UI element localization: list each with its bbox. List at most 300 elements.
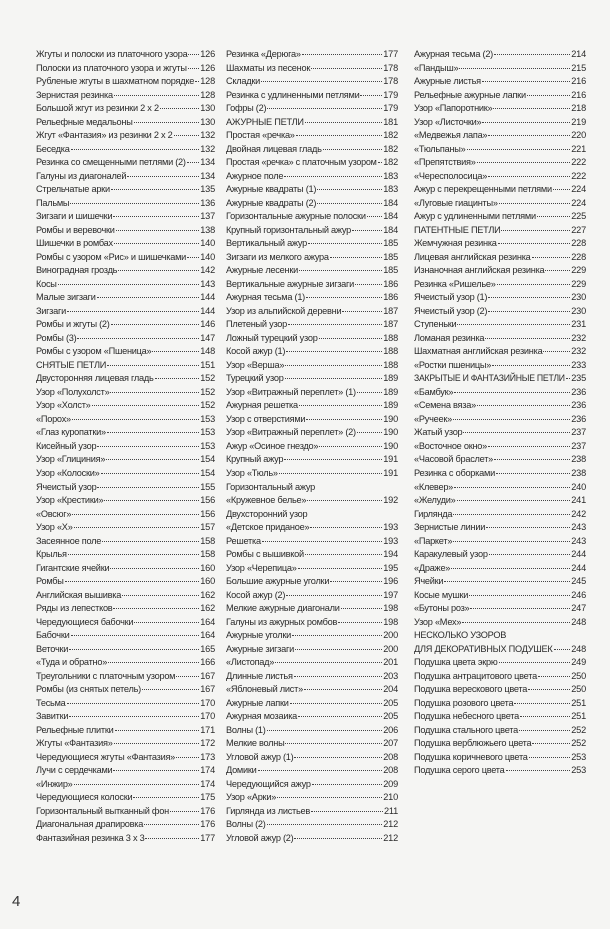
toc-entry-page: 248 (571, 616, 586, 627)
toc-leader-dots (111, 324, 200, 325)
toc-entry-title: Резинка с удлиненными петлями (226, 89, 360, 100)
toc-entry-title: Стрельчатые арки (36, 184, 110, 195)
toc-entry-page: 216 (571, 76, 586, 87)
toc-leader-dots (110, 392, 199, 393)
toc-entry (36, 318, 215, 330)
toc-leader-dots (295, 649, 382, 650)
toc-leader-dots (294, 838, 382, 839)
toc-entry-title: Рельефные ажурные лапки (414, 89, 526, 100)
toc-entry-title: Жгуты «Фантазия» (36, 738, 113, 749)
toc-column-3 (414, 48, 586, 778)
toc-entry (226, 683, 398, 695)
toc-entry-title: Шишечки в ромбах (36, 238, 113, 249)
toc-entry (36, 467, 215, 479)
toc-leader-dots (357, 392, 382, 393)
toc-entry-page: 203 (383, 670, 398, 681)
toc-leader-dots (520, 716, 570, 717)
toc-leader-dots (155, 378, 200, 379)
toc-entry (414, 710, 586, 722)
toc-entry (414, 116, 586, 128)
toc-entry-title: Чередующиеся бабочки (36, 616, 134, 627)
toc-entry-title: Ряды из лепестков (36, 603, 113, 614)
toc-entry-title: Большие ажурные уголки (226, 576, 330, 587)
toc-entry-title: «Туда и обратно» (36, 657, 108, 668)
toc-leader-dots (258, 770, 383, 771)
toc-entry-page: 138 (200, 224, 215, 235)
toc-entry (226, 318, 398, 330)
toc-leader-dots (188, 54, 199, 55)
toc-entry-page: 126 (200, 62, 215, 73)
toc-entry-page: 238 (571, 454, 586, 465)
toc-leader-dots (499, 662, 571, 663)
toc-entry-title: Галуны из ажурных ромбов (226, 616, 338, 627)
toc-leader-dots (457, 500, 571, 501)
toc-entry-page: 167 (200, 670, 215, 681)
toc-leader-dots (286, 595, 382, 596)
toc-leader-dots (284, 176, 382, 177)
toc-leader-dots (97, 487, 199, 488)
toc-entry (226, 494, 398, 506)
toc-entry-page: 147 (200, 332, 215, 343)
toc-leader-dots (296, 135, 383, 136)
toc-leader-dots (74, 784, 200, 785)
toc-entry-title: Вертикальный ажур (226, 238, 308, 249)
toc-leader-dots (462, 622, 570, 623)
toc-entry-title: Ступеньки (414, 319, 457, 330)
toc-entry-page: 184 (383, 197, 398, 208)
toc-entry-title: Пальмы (36, 197, 70, 208)
toc-entry-page: 128 (200, 89, 215, 100)
toc-entry (226, 251, 398, 263)
page-number: 4 (12, 893, 21, 910)
toc-entry-title: Бабочки (36, 630, 70, 641)
toc-entry (226, 413, 398, 425)
toc-entry-title: «Ростки пшеницы» (414, 359, 492, 370)
toc-leader-dots (145, 838, 199, 839)
toc-entry (36, 197, 215, 209)
toc-entry (414, 494, 586, 506)
toc-entry-title: Узор «Листочки» (414, 116, 482, 127)
toc-entry (414, 48, 586, 60)
toc-entry-title: Гирлянда из листьев (226, 805, 311, 816)
toc-entry-page: 162 (200, 603, 215, 614)
toc-entry-title: Гирлянда (414, 508, 453, 519)
toc-leader-dots (298, 716, 382, 717)
toc-entry-page: 191 (383, 467, 398, 478)
toc-entry (226, 264, 398, 276)
toc-entry (36, 778, 215, 790)
toc-entry-page: 187 (383, 305, 398, 316)
toc-entry-page: 207 (383, 738, 398, 749)
toc-entry-title: Ромбы и веревочки (36, 224, 115, 235)
toc-entry-title: Жатый узор (414, 427, 463, 438)
toc-entry-page: 241 (571, 495, 586, 506)
toc-entry (226, 453, 398, 465)
toc-entry-title: Ажурные зигзаги (226, 643, 294, 654)
toc-leader-dots (485, 338, 570, 339)
toc-leader-dots (176, 757, 199, 758)
toc-entry-title: Изнаночная английская резинка (414, 265, 545, 276)
toc-entry-title: Крылья (36, 549, 67, 560)
toc-entry-page: 176 (200, 805, 215, 816)
toc-entry-page: 154 (200, 454, 215, 465)
toc-entry-title: Длинные листья (226, 670, 293, 681)
toc-leader-dots (459, 68, 570, 69)
toc-leader-dots (488, 297, 570, 298)
toc-leader-dots (261, 81, 382, 82)
toc-entry-title: Завитки (36, 711, 69, 722)
toc-entry-title: Крупный ажур (226, 454, 284, 465)
toc-entry-title: НЕСКОЛЬКО УЗОРОВ (414, 630, 507, 641)
toc-entry-page: 244 (571, 549, 586, 560)
toc-entry-page: 191 (383, 454, 398, 465)
toc-entry-title: Фантазийная резинка 3 х 3 (36, 832, 145, 843)
toc-leader-dots (267, 824, 383, 825)
toc-leader-dots (488, 446, 570, 447)
toc-entry (36, 616, 215, 628)
toc-entry-page: 152 (200, 373, 215, 384)
toc-entry-page: 188 (383, 332, 398, 343)
toc-entry-title: Жгут «Фантазия» из резинки 2 х 2 (36, 130, 173, 141)
toc-leader-dots (306, 297, 382, 298)
toc-entry-page: 134 (200, 170, 215, 181)
toc-entry-page: 253 (571, 751, 586, 762)
toc-entry-page: 214 (571, 49, 586, 59)
toc-leader-dots (537, 216, 570, 217)
toc-entry (36, 697, 215, 709)
toc-entry-page: 201 (383, 657, 398, 668)
toc-entry (36, 359, 215, 371)
toc-entry-page: 198 (383, 603, 398, 614)
toc-entry-page: 153 (200, 440, 215, 451)
toc-entry-title: Простая «речка» с платочным узором (226, 157, 377, 168)
toc-entry (414, 683, 586, 695)
toc-entry-page: 166 (200, 657, 215, 668)
toc-leader-dots (122, 595, 199, 596)
toc-entry (226, 156, 398, 168)
toc-entry-title: «Инжир» (36, 778, 73, 789)
toc-leader-dots (501, 230, 570, 231)
toc-leader-dots (174, 135, 200, 136)
toc-entry-title: Узор «Витражный переплет» (2) (226, 427, 356, 438)
toc-entry-title: Чередующиеся жгуты «Фантазия» (36, 751, 176, 762)
toc-entry (36, 670, 215, 682)
toc-entry (414, 318, 586, 330)
toc-leader-dots (323, 149, 383, 150)
toc-entry (36, 602, 215, 614)
toc-entry-title: Турецкий узор (226, 373, 284, 384)
toc-entry (36, 791, 215, 803)
toc-entry (414, 453, 586, 465)
toc-entry (226, 481, 398, 493)
toc-entry (226, 778, 398, 790)
toc-entry (226, 291, 398, 303)
toc-entry-title: Тесьма (36, 697, 66, 708)
toc-entry-page: 190 (383, 413, 398, 424)
toc-entry (36, 440, 215, 452)
toc-entry (226, 656, 398, 668)
toc-entry-page: 253 (571, 765, 586, 776)
toc-leader-dots (489, 554, 571, 555)
toc-entry (226, 616, 398, 628)
toc-entry-title: «Чересполосица» (414, 170, 488, 181)
toc-entry-page: 193 (383, 522, 398, 533)
toc-entry-title: Узор «Крестики» (36, 495, 104, 506)
toc-entry-page: 205 (383, 697, 398, 708)
toc-entry-page: 251 (571, 711, 586, 722)
toc-entry (414, 508, 586, 520)
toc-leader-dots (187, 257, 199, 258)
toc-entry (36, 426, 215, 438)
toc-entry-page: 232 (571, 332, 586, 343)
toc-entry-title: Домики (226, 765, 257, 776)
toc-entry-title: Зигзаги (36, 305, 66, 316)
toc-entry-title: «Препятствия» (414, 157, 476, 168)
toc-entry (226, 170, 398, 182)
toc-entry-title: Большой жгут из резинки 2 х 2 (36, 103, 159, 114)
toc-leader-dots (298, 568, 383, 569)
toc-leader-dots (506, 770, 571, 771)
toc-entry-page: 193 (383, 535, 398, 546)
toc-entry (226, 359, 398, 371)
toc-entry-page: 243 (571, 522, 586, 533)
toc-leader-dots (187, 162, 200, 163)
toc-entry-title: «Семена вяза» (414, 400, 476, 411)
toc-leader-dots (352, 230, 382, 231)
toc-entry (36, 805, 215, 817)
toc-entry-page: 175 (200, 792, 215, 803)
toc-entry (36, 75, 215, 87)
toc-leader-dots (65, 581, 200, 582)
toc-entry-page: 210 (383, 792, 398, 803)
toc-entry-page: 182 (383, 143, 398, 154)
toc-leader-dots (284, 459, 382, 460)
toc-entry (36, 399, 215, 411)
toc-entry-title: Подушка коричневого цвета (414, 751, 528, 762)
toc-leader-dots (367, 216, 383, 217)
toc-entry (36, 224, 215, 236)
toc-leader-dots (294, 757, 382, 758)
toc-entry (226, 467, 398, 479)
toc-entry-title: Чередующийся ажур (226, 778, 311, 789)
toc-entry-title: Подушка верескового цвета (414, 684, 528, 695)
toc-entry (414, 426, 586, 438)
toc-entry-page: 178 (383, 62, 398, 73)
toc-entry-title: Шахматы из песенок (226, 62, 311, 73)
toc-leader-dots (317, 203, 382, 204)
toc-entry (226, 440, 398, 452)
toc-entry (414, 170, 586, 182)
toc-entry (36, 508, 215, 520)
toc-leader-dots (454, 392, 570, 393)
toc-entry (36, 643, 215, 655)
toc-leader-dots (299, 270, 382, 271)
toc-leader-dots (317, 189, 382, 190)
toc-entry-page: 195 (383, 562, 398, 573)
toc-entry-title: Виноградная гроздь (36, 265, 118, 276)
toc-leader-dots (494, 459, 570, 460)
toc-entry (226, 521, 398, 533)
toc-entry-page: 197 (383, 589, 398, 600)
toc-entry (36, 62, 215, 74)
toc-entry-page: 200 (383, 643, 398, 654)
toc-leader-dots (69, 649, 199, 650)
toc-entry-page: 143 (200, 278, 215, 289)
toc-entry (226, 278, 398, 290)
toc-entry-page: 153 (200, 427, 215, 438)
toc-entry (36, 535, 215, 547)
toc-entry-title: Ромбы и жгуты (2) (36, 319, 110, 330)
toc-entry-page: 164 (200, 630, 215, 641)
toc-entry (414, 629, 586, 641)
toc-entry-title: Простая «речка» (226, 130, 295, 141)
toc-leader-dots (307, 500, 382, 501)
toc-entry-title: Волны (1) (226, 724, 266, 735)
toc-entry (36, 832, 215, 844)
toc-entry-page: 179 (383, 89, 398, 100)
toc-entry-page: 156 (200, 495, 215, 506)
toc-entry (226, 724, 398, 736)
toc-leader-dots (290, 703, 383, 704)
toc-leader-dots (330, 257, 382, 258)
toc-entry-page: 154 (200, 467, 215, 478)
toc-leader-dots (71, 635, 200, 636)
toc-leader-dots (302, 54, 383, 55)
toc-entry-title: Узор «Черепица» (226, 562, 297, 573)
toc-entry (226, 818, 398, 830)
toc-entry-page: 170 (200, 711, 215, 722)
toc-leader-dots (514, 703, 570, 704)
toc-entry-title: «Луговые гиацинты» (414, 197, 498, 208)
toc-entry-page: 218 (571, 103, 586, 114)
toc-entry (36, 751, 215, 763)
toc-entry-page: 212 (383, 819, 398, 830)
toc-entry-title: ДЛЯ ДЕКОРАТИВНЫХ ПОДУШЕК (414, 643, 553, 654)
toc-entry (226, 224, 398, 236)
toc-entry (414, 724, 586, 736)
toc-entry (414, 670, 586, 682)
toc-entry-page: 252 (571, 738, 586, 749)
toc-entry-page: 185 (383, 238, 398, 249)
toc-entry-title: Угловой ажур (1) (226, 751, 294, 762)
toc-entry-page: 242 (571, 508, 586, 519)
toc-leader-dots (454, 487, 570, 488)
toc-entry-title: Двухсторонний узор (226, 508, 308, 519)
toc-entry-page: 206 (383, 724, 398, 735)
toc-entry-page: 132 (200, 130, 215, 141)
toc-entry (226, 197, 398, 209)
toc-leader-dots (152, 351, 199, 352)
toc-entry (226, 345, 398, 357)
toc-leader-dots (134, 622, 199, 623)
toc-entry-title: Узор «Колоски» (36, 467, 100, 478)
toc-entry-title: Крупный горизонтальный ажур (226, 224, 352, 235)
toc-leader-dots (114, 95, 199, 96)
toc-entry-title: Узор из альпийской деревни (226, 305, 342, 316)
toc-leader-dots (554, 649, 571, 650)
toc-entry-title: Ромбы (3) (36, 332, 77, 343)
toc-entry-page: 170 (200, 697, 215, 708)
toc-entry-title: Ажур с перекрещенными петлями (414, 184, 552, 195)
toc-entry (226, 562, 398, 574)
toc-leader-dots (467, 149, 571, 150)
toc-entry (36, 683, 215, 695)
toc-entry (414, 521, 586, 533)
toc-entry-title: Складки (226, 76, 260, 87)
toc-leader-dots (494, 54, 570, 55)
toc-leader-dots (457, 324, 570, 325)
toc-entry-title: Волны (2) (226, 819, 266, 830)
toc-leader-dots (532, 743, 570, 744)
toc-leader-dots (114, 243, 199, 244)
toc-entry-title: Жгуты и полоски из платочного узора (36, 49, 188, 59)
toc-entry-page: 182 (383, 130, 398, 141)
toc-leader-dots (463, 432, 570, 433)
toc-entry-page: 238 (571, 467, 586, 478)
toc-entry-page: 128 (200, 76, 215, 87)
toc-entry (226, 426, 398, 438)
toc-entry (226, 89, 398, 101)
toc-leader-dots (342, 311, 382, 312)
toc-leader-dots (378, 162, 382, 163)
toc-leader-dots (67, 703, 200, 704)
toc-entry-page: 186 (383, 292, 398, 303)
toc-entry (36, 102, 215, 114)
toc-entry (226, 832, 398, 844)
toc-entry-page: 245 (571, 576, 586, 587)
toc-leader-dots (107, 432, 199, 433)
toc-entry-page: 204 (383, 684, 398, 695)
toc-entry-page: 200 (383, 630, 398, 641)
toc-entry-page: 212 (383, 832, 398, 843)
toc-entry (36, 48, 215, 60)
toc-leader-dots (453, 419, 570, 420)
toc-leader-dots (170, 811, 199, 812)
toc-entry-page: 136 (200, 197, 215, 208)
toc-leader-dots (292, 635, 382, 636)
toc-entry-title: «Часовой браслет» (414, 454, 494, 465)
toc-entry-title: Каракулевый узор (414, 549, 488, 560)
toc-entry (36, 129, 215, 141)
toc-entry (414, 197, 586, 209)
toc-entry (414, 548, 586, 560)
toc-entry-page: 183 (383, 170, 398, 181)
toc-entry-title: Узор «Верша» (226, 359, 285, 370)
toc-entry-title: Узор «Арки» (226, 792, 277, 803)
toc-entry-page: 216 (571, 89, 586, 100)
toc-entry-title: Подушка небесного цвета (414, 711, 519, 722)
toc-entry (414, 345, 586, 357)
toc-entry-page: 148 (200, 346, 215, 357)
toc-entry-title: «Бутоны роз» (414, 603, 470, 614)
toc-entry (414, 440, 586, 452)
toc-entry (36, 710, 215, 722)
toc-leader-dots (97, 297, 200, 298)
toc-entry-title: Шахматная английская резинка (414, 346, 543, 357)
toc-entry-page: 182 (383, 157, 398, 168)
toc-entry-page: 211 (383, 805, 398, 816)
toc-leader-dots (482, 122, 570, 123)
toc-entry-title: Веточки (36, 643, 69, 654)
toc-entry-title: «Ручеек» (414, 413, 452, 424)
toc-entry-title: «Бамбук» (414, 386, 454, 397)
toc-leader-dots (262, 541, 382, 542)
toc-leader-dots (330, 581, 382, 582)
toc-entry-page: 194 (383, 549, 398, 560)
toc-entry-title: «Паркет» (414, 535, 453, 546)
toc-entry (226, 548, 398, 560)
toc-entry (226, 791, 398, 803)
